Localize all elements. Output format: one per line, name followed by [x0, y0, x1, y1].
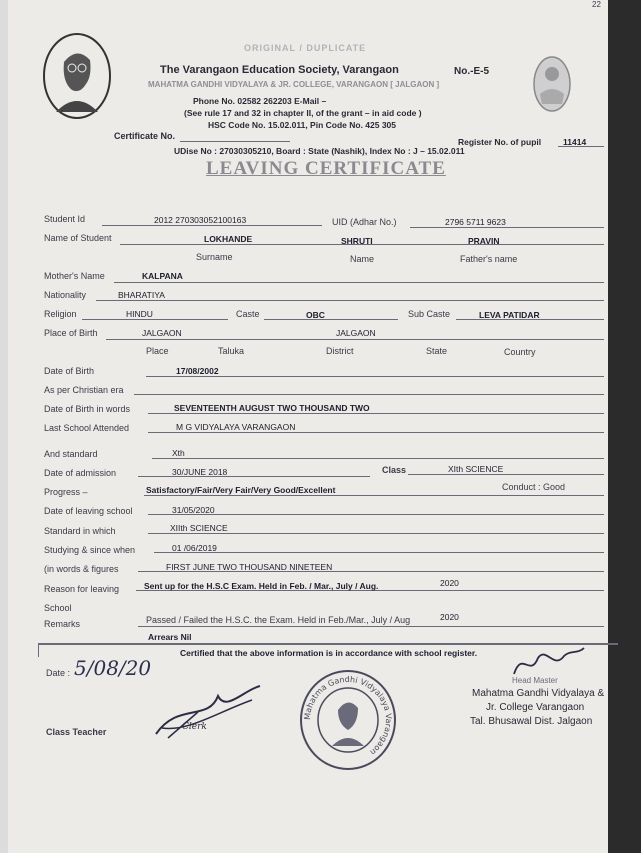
- subcaste-label: Sub Caste: [408, 309, 451, 319]
- words-label: (in words & figures: [44, 564, 119, 574]
- original-stamp: ORIGINAL / DUPLICATE: [244, 43, 367, 53]
- arrears-value: Arrears Nil: [148, 632, 192, 642]
- class-teacher-label: Class Teacher: [46, 727, 107, 737]
- certificate-page: [8, 0, 608, 853]
- headmaster-school-1: Mahatma Gandhi Vidyalaya &: [472, 688, 605, 699]
- dob-words-label: Date of Birth in words: [44, 404, 131, 414]
- name-label: Name of Student: [44, 233, 112, 243]
- father-value: PRAVIN: [468, 236, 500, 246]
- remarks-value: Passed / Failed the H.S.C. the Exam. Held in Feb./Mar., July / Aug: [146, 615, 411, 625]
- uid-label: UID (Adhar No.): [332, 217, 397, 227]
- page-number: 22: [592, 0, 601, 9]
- reason-year: 2020: [440, 578, 459, 588]
- register-label: Register No. of pupil: [458, 137, 542, 147]
- certificate-title: LEAVING CERTIFICATE: [206, 158, 446, 179]
- student-id-value: 2012 270303052100163: [154, 215, 247, 225]
- headmaster-school-2: Jr. College Varangaon: [486, 702, 585, 713]
- birthplace-label: Place of Birth: [44, 328, 98, 338]
- surname-value: LOKHANDE: [204, 234, 253, 244]
- uid-value: 2796 5711 9623: [445, 217, 506, 227]
- leaving-value: 31/05/2020: [172, 505, 215, 515]
- studying-value: 01 /06/2019: [172, 543, 217, 553]
- school-emblem-icon: [532, 54, 572, 119]
- register-value: 11414: [563, 137, 587, 147]
- codes-line: HSC Code No. 15.02.011, Pin Code No. 425 305: [208, 120, 397, 130]
- headmaster-title: Head Master: [512, 676, 558, 685]
- subcaste-value: LEVA PATIDAR: [479, 310, 540, 320]
- birth-district-value: JALGAON: [336, 328, 376, 338]
- name-value: SHRUTI: [341, 236, 373, 246]
- seal-text: Mahatma Gandhi Vidyalaya Varangaon: [302, 674, 394, 757]
- place-caption: Place: [146, 346, 169, 356]
- mother-label: Mother's Name: [44, 271, 105, 281]
- father-caption: Father's name: [460, 254, 518, 264]
- serial-number: No.-E-5: [454, 66, 489, 77]
- caste-value: OBC: [306, 310, 325, 320]
- nationality-label: Nationality: [44, 290, 87, 300]
- remarks-year: 2020: [440, 612, 459, 622]
- std-which-value: XIIth SCIENCE: [170, 523, 228, 533]
- date-label: Date :: [46, 668, 71, 678]
- certificate-no-label: Certificate No.: [114, 131, 176, 141]
- standard-value: Xth: [172, 448, 185, 458]
- last-school-label: Last School Attended: [44, 423, 130, 433]
- gandhi-logo: [42, 32, 112, 125]
- school-label: School: [44, 603, 72, 613]
- phone-line: Phone No. 02582 262203 E-Mail –: [193, 96, 327, 106]
- clerk-label: Clerk: [182, 722, 207, 732]
- progress-value: Satisfactory/Fair/Very Fair/Very Good/Excellent: [146, 485, 336, 495]
- society-name: The Varangaon Education Society, Varangaon: [160, 64, 399, 76]
- admission-value: 30/JUNE 2018: [172, 467, 228, 477]
- studying-label: Studying & since when: [44, 545, 136, 555]
- reason-value: Sent up for the H.S.C Exam. Held in Feb. / Mar., July / Aug.: [144, 581, 379, 591]
- country-caption: Country: [504, 347, 536, 357]
- caste-label: Caste: [236, 309, 260, 319]
- remarks-label: Remarks: [44, 619, 81, 629]
- dob-words-value: SEVENTEENTH AUGUST TWO THOUSAND TWO: [174, 403, 370, 413]
- udise-line: UDise No : 27030305210, Board : State (Nashik), Index No : J – 15.02.011: [174, 146, 465, 156]
- date-handwritten: 5/08/20: [74, 656, 152, 680]
- school-seal: [298, 668, 398, 777]
- conduct-value: Conduct : Good: [502, 482, 566, 492]
- taluka-caption: Taluka: [218, 346, 245, 356]
- last-school-value: M G VIDYALAYA VARANGAON: [176, 422, 296, 432]
- district-caption: District: [326, 346, 354, 356]
- state-caption: State: [426, 346, 448, 356]
- rule-line: (See rule 17 and 32 in chapter II, of the grant – in aid code ): [184, 108, 422, 118]
- headmaster-school-3: Tal. Bhusawal Dist. Jalgaon: [470, 716, 593, 727]
- birthplace-value: JALGAON: [142, 328, 182, 338]
- name-caption: Name: [350, 254, 375, 264]
- words-value: FIRST JUNE TWO THOUSAND NINETEEN: [166, 562, 333, 572]
- certified-text: Certified that the above information is in accordance with school register.: [180, 648, 478, 658]
- admission-label: Date of admission: [44, 468, 117, 478]
- paper-left-edge: [0, 0, 8, 853]
- nationality-value: BHARATIYA: [118, 290, 165, 300]
- class-value: XIth SCIENCE: [448, 464, 504, 474]
- school-name: MAHATMA GANDHI VIDYALAYA & JR. COLLEGE, VARANGAON [ JALGAON ]: [148, 80, 440, 89]
- class-label: Class: [382, 465, 407, 475]
- reason-label: Reason for leaving: [44, 584, 120, 594]
- religion-label: Religion: [44, 309, 77, 319]
- mother-value: KALPANA: [142, 271, 183, 281]
- progress-label: Progress –: [44, 487, 88, 497]
- dob-label: Date of Birth: [44, 366, 95, 376]
- standard-label: And standard: [44, 449, 98, 459]
- leaving-label: Date of leaving school: [44, 506, 133, 516]
- christian-era-label: As per Christian era: [44, 385, 124, 395]
- std-which-label: Standard in which: [44, 526, 116, 536]
- student-id-label: Student Id: [44, 214, 86, 224]
- religion-value: HINDU: [126, 309, 153, 319]
- surname-caption: Surname: [196, 252, 233, 262]
- dob-value: 17/08/2002: [176, 366, 219, 376]
- teacher-signature: [148, 682, 268, 747]
